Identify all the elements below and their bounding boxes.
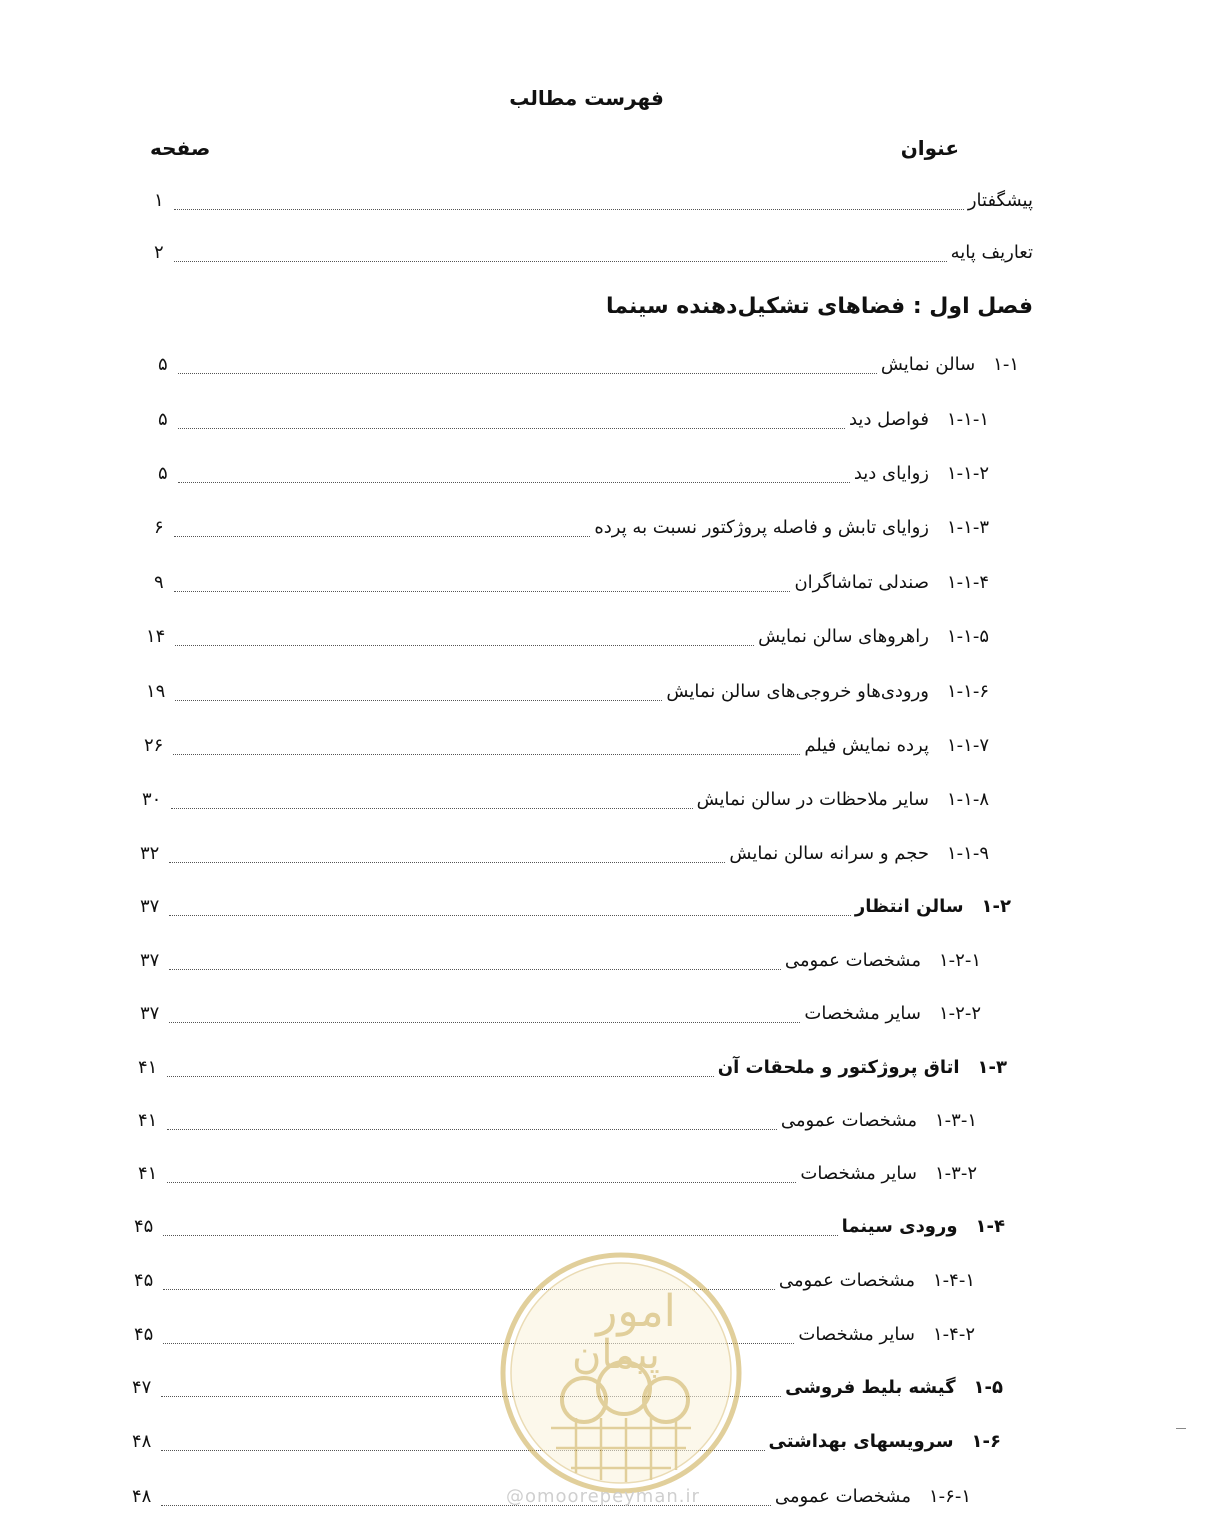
toc-entry-label xyxy=(842,1212,1005,1242)
leader-dots xyxy=(174,536,591,537)
toc-entry-text: ورودی‌هاو خروجی‌های سالن نمایش xyxy=(666,681,929,702)
toc-entry-label xyxy=(794,568,989,598)
toc-entry-page: ۱۹ xyxy=(146,681,166,702)
leader-dots xyxy=(173,754,800,755)
toc-entry-code: ۱-۱-۱ xyxy=(947,409,989,430)
toc-entry xyxy=(154,513,989,543)
toc-entry-label xyxy=(855,892,1011,922)
toc-entry-text: حجم و سرانه سالن نمایش xyxy=(729,843,929,864)
toc-entry-label xyxy=(951,238,1033,268)
toc-entry-label xyxy=(775,1482,971,1512)
toc-entry-code: ۱-۲ xyxy=(981,896,1011,917)
toc-entry-text: مشخصات عمومی xyxy=(784,950,921,971)
toc-entry xyxy=(154,568,989,598)
toc-entry-label xyxy=(781,1106,977,1136)
toc-entry-text: سرویسهای بهداشتی xyxy=(768,1431,954,1452)
toc-entry-label xyxy=(785,946,981,976)
toc-entry-text: اتاق پروژکتور و ملحقات آن xyxy=(717,1057,960,1078)
toc-entry-page: ۳۲ xyxy=(140,843,160,864)
toc-entry-page: ۴۱ xyxy=(138,1057,158,1078)
toc-entry-page: ۳۷ xyxy=(140,896,160,917)
toc-entry-label xyxy=(849,405,989,435)
toc-entry-code: ۱-۳-۲ xyxy=(935,1163,977,1184)
toc-entry-code: ۱-۱-۸ xyxy=(947,789,989,810)
toc-entry-text: سالن انتظار xyxy=(854,896,964,917)
toc-entry xyxy=(154,238,1033,268)
toc-entry-page: ۴۱ xyxy=(138,1110,158,1131)
toc-entry-label xyxy=(697,785,989,815)
toc-entry-page: ۳۰ xyxy=(142,789,162,810)
toc-entry-label xyxy=(800,1159,977,1189)
leader-dots xyxy=(175,645,754,646)
column-header-title: عنوان xyxy=(900,136,959,160)
toc-entry-code: ۱-۱-۴ xyxy=(947,572,989,593)
seal-stamp xyxy=(496,1248,746,1498)
toc-entry-label xyxy=(718,1053,1007,1083)
leader-dots xyxy=(167,1182,796,1183)
toc-entry xyxy=(138,1053,1007,1083)
leader-dots xyxy=(178,428,845,429)
toc-entry-text: راهروهای سالن نمایش xyxy=(758,626,929,647)
toc-entry-text: سایر مشخصات xyxy=(800,1163,917,1184)
toc-entry-code: ۱-۲-۱ xyxy=(939,950,981,971)
toc-entry-label xyxy=(666,677,989,707)
toc-entry xyxy=(138,1159,977,1189)
leader-dots xyxy=(169,969,780,970)
toc-entry-text: سالن نمایش xyxy=(880,354,976,375)
toc-entry-code: ۱-۱-۳ xyxy=(947,517,989,538)
toc-entry-page: ۱۴ xyxy=(146,626,166,647)
toc-entry-page: ۵ xyxy=(158,463,168,484)
toc-entry xyxy=(158,405,989,435)
toc-entry-text: مشخصات عمومی xyxy=(774,1486,911,1507)
leader-dots xyxy=(178,482,850,483)
leader-dots xyxy=(174,261,947,262)
toc-entry-label xyxy=(798,1320,975,1350)
leader-dots xyxy=(163,1235,837,1236)
toc-entry-text: سایر مشخصات xyxy=(798,1324,915,1345)
leader-dots xyxy=(174,591,791,592)
toc-entry-text: پیشگفتار xyxy=(967,190,1033,211)
toc-entry-page: ۳۷ xyxy=(140,950,160,971)
toc-entry xyxy=(154,186,1033,216)
toc-entry-label xyxy=(779,1266,975,1296)
toc-entry-text: تعاریف پایه xyxy=(950,242,1033,263)
leader-dots xyxy=(169,862,725,863)
leader-dots xyxy=(174,209,964,210)
svg-text:پیمان: پیمان xyxy=(572,1332,660,1378)
column-header-page: صفحه xyxy=(150,136,211,160)
toc-entry-page: ۵ xyxy=(158,409,168,430)
toc-entry-label xyxy=(758,622,989,652)
leader-dots xyxy=(175,700,662,701)
toc-entry xyxy=(140,839,989,869)
toc-entry-code: ۱-۱-۹ xyxy=(947,843,989,864)
watermark-text: @omoorepeyman.ir xyxy=(506,1486,700,1507)
toc-entry xyxy=(146,677,989,707)
chapter-heading: فصل اول : فضاهای تشکیل‌دهنده سینما xyxy=(605,294,1033,319)
toc-entry xyxy=(140,999,981,1029)
toc-entry-code: ۱-۱ xyxy=(993,354,1019,375)
toc-entry xyxy=(158,459,989,489)
toc-entry-page: ۵ xyxy=(158,354,168,375)
toc-entry-text: زوایای تابش و فاصله پروژکتور نسبت به پرده xyxy=(594,517,929,538)
toc-entry-code: ۱-۶-۱ xyxy=(929,1486,971,1507)
toc-entry xyxy=(140,892,1011,922)
toc-entry-text: فواصل دید xyxy=(848,409,929,430)
toc-entry-code: ۱-۲-۲ xyxy=(939,1003,981,1024)
toc-entry-text: پرده نمایش فیلم xyxy=(804,735,929,756)
toc-entry-label xyxy=(769,1427,1002,1457)
toc-entry-page: ۲۶ xyxy=(144,735,164,756)
svg-text:امور: امور xyxy=(596,1286,676,1337)
leader-dots xyxy=(167,1129,776,1130)
toc-entry-text: زوایای دید xyxy=(853,463,929,484)
toc-entry-page: ۴۷ xyxy=(132,1377,152,1398)
toc-entry-label xyxy=(729,839,989,869)
toc-entry-text: سایر ملاحظات در سالن نمایش xyxy=(696,789,929,810)
page-title: فهرست مطالب xyxy=(509,86,664,110)
toc-entry-page: ۲ xyxy=(154,242,164,263)
toc-entry-code: ۱-۶ xyxy=(971,1431,1001,1452)
toc-entry-page: ۴۵ xyxy=(134,1270,154,1291)
leader-dots xyxy=(178,373,877,374)
toc-entry-text: سایر مشخصات xyxy=(804,1003,921,1024)
toc-entry-code: ۱-۱-۲ xyxy=(947,463,989,484)
toc-entry-text: صندلی تماشاگران xyxy=(794,572,929,593)
toc-entry xyxy=(144,731,989,761)
toc-entry xyxy=(142,785,989,815)
leader-dots xyxy=(171,808,692,809)
toc-entry-label xyxy=(804,999,981,1029)
toc-entry-page: ۴۱ xyxy=(138,1163,158,1184)
toc-entry-page: ۶ xyxy=(154,517,164,538)
leader-dots xyxy=(169,1022,800,1023)
toc-entry-text: گیشه بلیط فروشی xyxy=(785,1377,956,1398)
toc-entry-label xyxy=(968,186,1033,216)
toc-entry-code: ۱-۴-۲ xyxy=(933,1324,975,1345)
toc-entry-code: ۱-۴ xyxy=(975,1216,1005,1237)
toc-entry xyxy=(138,1106,977,1136)
toc-entry-page: ۹ xyxy=(154,572,164,593)
toc-entry-text: مشخصات عمومی xyxy=(778,1270,915,1291)
toc-entry-page: ۳۷ xyxy=(140,1003,160,1024)
toc-entry-code: ۱-۴-۱ xyxy=(933,1270,975,1291)
toc-entry xyxy=(134,1212,1005,1242)
toc-entry xyxy=(146,622,989,652)
toc-entry-code: ۱-۱-۵ xyxy=(947,626,989,647)
toc-entry-page: ۴۸ xyxy=(132,1486,152,1507)
toc-entry-label xyxy=(785,1373,1003,1403)
toc-entry-page: ۴۸ xyxy=(132,1431,152,1452)
toc-entry-label xyxy=(881,350,1019,380)
toc-entry-code: ۱-۳-۱ xyxy=(935,1110,977,1131)
toc-entry-text: مشخصات عمومی xyxy=(780,1110,917,1131)
toc-entry-label xyxy=(804,731,989,761)
margin-mark xyxy=(1176,1428,1186,1429)
toc-entry-code: ۱-۳ xyxy=(977,1057,1007,1078)
toc-entry-code: ۱-۵ xyxy=(973,1377,1003,1398)
toc-entry-label xyxy=(854,459,989,489)
toc-entry xyxy=(140,946,981,976)
toc-entry-page: ۱ xyxy=(154,190,164,211)
toc-entry-page: ۴۵ xyxy=(134,1216,154,1237)
toc-entry-code: ۱-۱-۷ xyxy=(947,735,989,756)
leader-dots xyxy=(167,1076,713,1077)
leader-dots xyxy=(169,915,851,916)
toc-entry-label xyxy=(594,513,989,543)
toc-entry xyxy=(158,350,1019,380)
toc-entry-page: ۴۵ xyxy=(134,1324,154,1345)
toc-entry-text: ورودی سینما xyxy=(841,1216,958,1237)
toc-entry-code: ۱-۱-۶ xyxy=(947,681,989,702)
